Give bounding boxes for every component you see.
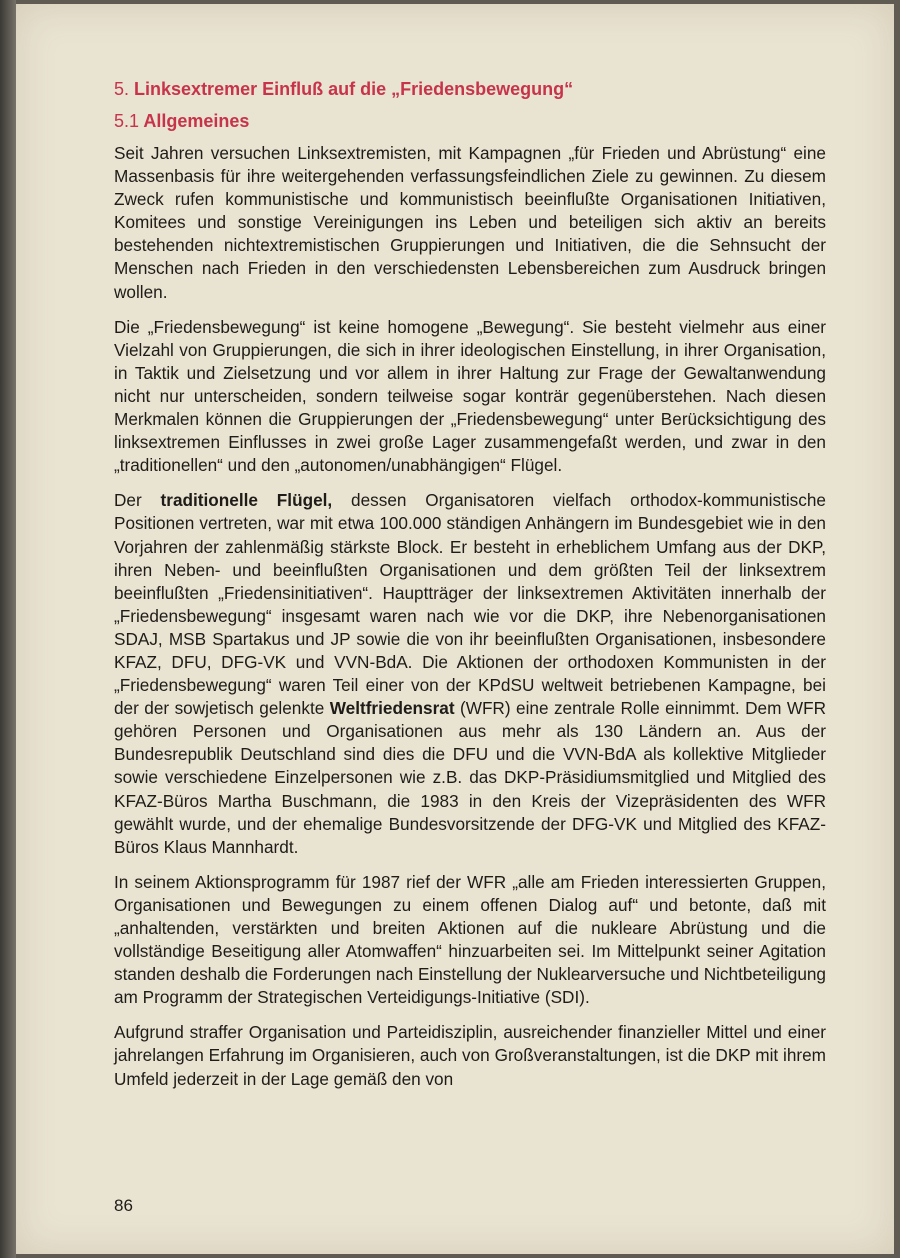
paragraph-3 (114, 489, 826, 859)
subsection-number: 5.1 (114, 111, 140, 131)
paragraph-3-tail: (WFR) eine zentrale Rolle einnimmt. Dem WFR gehören Personen und Organisationen aus mehr als 130 Ländern an. Aus der Bundesrepublik Deutschland sind dies die DFU und die VVN-BdA als kollektive Mitglieder sowie verschiedene Einzelpersonen wie z.B. das DKP-Präsidiumsmitglied und Mitglied des KFAZ-Büros Martha Buschmann, die 1983 in den Kreis der Vizepräsidenten des WFR gewählt wurde, und der ehemalige Bundesvorsitzende der DFG-VK und Mitglied des KFAZ-Büros Klaus Mannhardt. (114, 698, 826, 857)
term-weltfriedensrat: Weltfriedensrat (329, 698, 455, 719)
paragraph-4: In seinem Aktionsprogramm für 1987 rief der WFR „alle am Frieden interessierten Gruppen, Organisationen und Bewegungen zu einem offenen Dialog auf“ und betonte, daß mit „anhaltenden, verstärkten und breiten Aktionen auf die nukleare Abrüstung und die vollständige Beseitigung aller Atomwaffen“ hinzuarbeiten sei. Im Mittelpunkt seiner Agitation standen deshalb die Forderungen nach Einstellung der Nuklearversuche und Nichtbeteiligung am Programm der Strategischen Verteidigungs-Initiative (SDI). (114, 871, 826, 1008)
section-number: 5. (114, 79, 130, 99)
paragraph-3-lead: Der (114, 490, 161, 511)
page-content (114, 78, 826, 1103)
subsection-heading (114, 110, 826, 132)
subsection-title: Allgemeines (143, 111, 250, 131)
section-title: Linksextremer Einfluß auf die „Friedensbewegung“ (134, 79, 574, 99)
term-traditioneller-fluegel: traditionelle Flügel, (160, 490, 333, 511)
page-number: 86 (114, 1196, 133, 1215)
paragraph-3-body: dessen Organisatoren vielfach orthodox-kommunistische Positionen vertreten, war mit etwa 100.000 ständigen Anhängern im Bundesgebiet wie in den Vorjahren der zahlenmäßig stärkste Block. Er besteht in erheblichem Umfang aus der DKP, ihren Neben- und beeinflußten Organisationen und dem größten Teil der linksextrem beeinflußten „Friedensinitiativen“. Hauptträger der linksextremen Aktivitäten innerhalb der „Friedensbewegung“ insgesamt waren nach wie vor die DKP, ihre Nebenorganisationen SDAJ, MSB Spartakus und JP sowie die von ihr beeinflußten Organisationen, insbesondere KFAZ, DFU, DFG-VK und VVN-BdA. Die Aktionen der orthodoxen Kommunisten in der „Friedensbewegung“ waren Teil einer von der KPdSU weltweit betriebenen Kampagne, bei der der sowjetisch gelenkte (114, 490, 826, 719)
section-heading (114, 78, 826, 100)
scan-edge (0, 0, 16, 1258)
paragraph-1: Seit Jahren versuchen Linksextremisten, mit Kampagnen „für Frieden und Abrüstung“ eine Massenbasis für ihre weitergehenden verfassungsfeindlichen Ziele zu gewinnen. Zu diesem Zweck rufen kommunistische und kommunistisch beeinflußte Organisationen Initiativen, Komitees und sonstige Vereinigungen ins Leben und beteiligen sich aktiv an bereits bestehenden nichtextremistischen Gruppierungen und Initiativen, die die Sehnsucht der Menschen nach Frieden in den verschiedensten Lebensbereichen zum Ausdruck bringen wollen. (114, 143, 826, 302)
paragraph-5: Aufgrund straffer Organisation und Parteidisziplin, ausreichender finanzieller Mittel und einer jahrelangen Erfahrung im Organisieren, auch von Großveranstaltungen, ist die DKP mit ihrem Umfeld jederzeit in der Lage gemäß den von (114, 1022, 826, 1089)
paragraph-2: Die „Friedensbewegung“ ist keine homogene „Bewegung“. Sie besteht vielmehr aus einer Vielzahl von Gruppierungen, die sich in ihrer ideologischen Einstellung, in ihrer Organisation, in Taktik und Zielsetzung und vor allem in ihrer Haltung zur Frage der Gewaltanwendung nicht nur unterscheiden, sondern teilweise sogar konträr gegenüberstehen. Nach diesen Merkmalen können die Gruppierungen der „Friedensbewegung“ unter Berücksichtigung des linksextremen Einflusses in zwei große Lager zusammengefaßt werden, und zwar in den „traditionellen“ und den „autonomen/unabhängigen“ Flügel. (114, 316, 826, 476)
